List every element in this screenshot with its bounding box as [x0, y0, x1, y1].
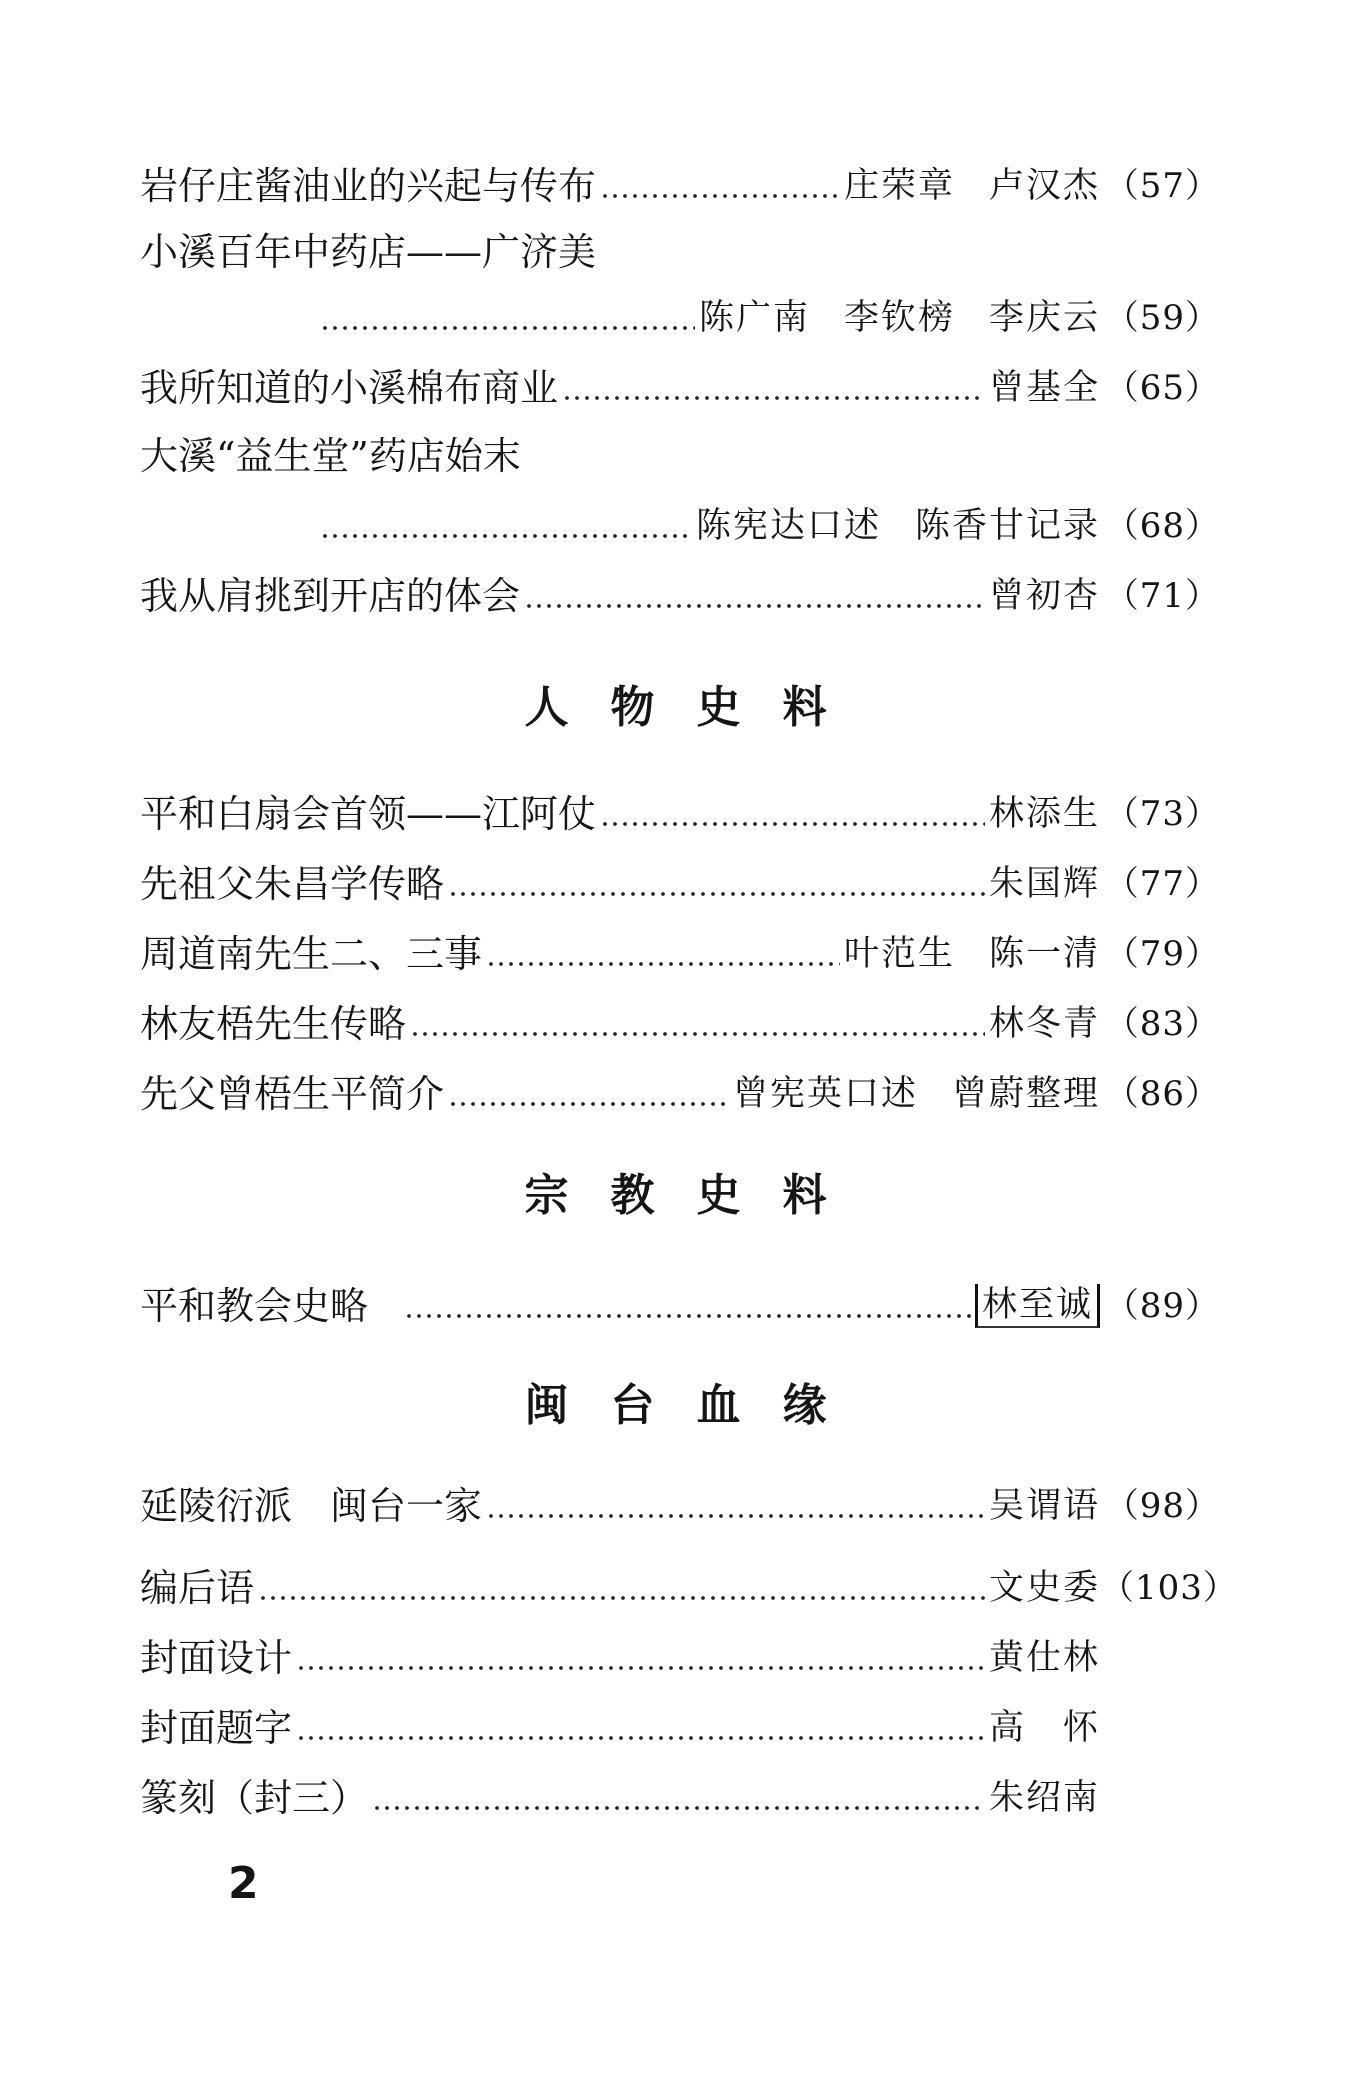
dot-leader	[404, 1290, 971, 1320]
dot-leader	[320, 302, 695, 332]
dot-leader	[600, 170, 840, 200]
toc-entry	[140, 788, 1220, 840]
dot-leader	[296, 1642, 985, 1672]
entry-title: 我所知道的小溪棉布商业	[140, 366, 559, 410]
entry-page: （65）	[1104, 368, 1220, 408]
entry-author: 文史委	[988, 1568, 1100, 1608]
toc-entry	[140, 160, 1220, 212]
author-name: 曾蔚整理	[951, 1074, 1100, 1114]
entry-author: 林冬青	[988, 1004, 1100, 1044]
entry-title: 延陵衍派 闽台一家	[140, 1484, 483, 1528]
entry-page: （86）	[1104, 1074, 1220, 1114]
entry-page: （71）	[1104, 576, 1220, 616]
entry-author	[844, 160, 1100, 212]
section-heading: 宗教史料	[524, 1170, 869, 1221]
entry-title: 平和白扇会首领——江阿仗	[140, 792, 597, 836]
toc-entry	[140, 1480, 1220, 1532]
toc-entry	[140, 858, 1220, 910]
entry-author	[844, 928, 1100, 980]
entry-author: 曾初杏	[988, 576, 1100, 616]
entry-page: （83）	[1104, 1004, 1220, 1044]
dot-leader	[320, 510, 692, 540]
toc-entry	[140, 1702, 1220, 1754]
toc-entry	[140, 1772, 1220, 1824]
toc-entry-author-line	[140, 500, 1220, 552]
entry-page: （68）	[1104, 506, 1220, 546]
toc-entry	[140, 362, 1220, 414]
dot-leader	[600, 798, 985, 828]
toc-entry	[140, 1068, 1220, 1120]
entry-author	[696, 500, 1100, 552]
dot-leader	[562, 372, 985, 402]
entry-author: 黄仕林	[988, 1638, 1100, 1678]
toc-entry	[140, 1562, 1238, 1614]
entry-page: （98）	[1104, 1486, 1220, 1526]
entry-title: 封面设计	[140, 1636, 293, 1680]
entry-page: （79）	[1104, 934, 1220, 974]
author-name: 陈香甘记录	[914, 506, 1100, 546]
author-name: 庄荣章	[843, 166, 955, 206]
toc-entry	[140, 1632, 1220, 1684]
entry-page: （57）	[1104, 166, 1220, 206]
entry-title: 编后语	[140, 1566, 255, 1610]
author-name: 李庆云	[988, 298, 1100, 338]
entry-title: 先祖父朱昌学传略	[140, 862, 445, 906]
author-name: 卢汉杰	[988, 166, 1100, 206]
toc-entry-title-line	[140, 430, 1220, 482]
entry-page: （103）	[1100, 1568, 1238, 1608]
page-number: 2	[228, 1858, 259, 1909]
author-name: 李钦榜	[843, 298, 955, 338]
entry-title: 平和教会史略	[140, 1284, 369, 1328]
entry-title: 先父曾梧生平简介	[140, 1072, 445, 1116]
toc-entry	[140, 928, 1220, 980]
entry-page: （73）	[1104, 794, 1220, 834]
dot-leader	[524, 580, 985, 610]
entry-author: 吴谓语	[988, 1486, 1100, 1526]
dot-leader	[486, 1490, 985, 1520]
dot-leader	[258, 1572, 985, 1602]
entry-page: （89）	[1104, 1286, 1220, 1326]
entry-author: 朱国辉	[988, 864, 1100, 904]
entry-title: 岩仔庄酱油业的兴起与传布	[140, 164, 597, 208]
dot-leader	[486, 938, 840, 968]
author-name: 叶范生	[843, 934, 955, 974]
dot-leader	[410, 1008, 985, 1038]
toc-entry-author-line	[140, 292, 1220, 344]
entry-author-boxed: 林至诚	[975, 1284, 1100, 1328]
section-heading: 闽台血缘	[524, 1380, 869, 1431]
entry-author: 高 怀	[988, 1708, 1100, 1748]
entry-page: （59）	[1104, 298, 1220, 338]
entry-author	[733, 1068, 1100, 1120]
section-heading: 人物史料	[524, 682, 869, 733]
toc-entry-title-line	[140, 226, 1220, 278]
dot-leader	[296, 1712, 985, 1742]
entry-author	[699, 292, 1100, 344]
entry-author: 林添生	[988, 794, 1100, 834]
toc-entry	[140, 570, 1220, 622]
dot-leader	[448, 1078, 729, 1108]
toc-entry	[140, 1280, 1220, 1332]
entry-title: 林友梧先生传略	[140, 1002, 407, 1046]
entry-author: 曾基全	[988, 368, 1100, 408]
entry-title: 大溪“益生堂”药店始末	[140, 434, 521, 478]
entry-author: 朱绍南	[988, 1778, 1100, 1818]
author-name: 陈广南	[698, 298, 810, 338]
entry-title: 周道南先生二、三事	[140, 932, 483, 976]
entry-page: （77）	[1104, 864, 1220, 904]
dot-leader	[372, 1782, 985, 1812]
entry-title: 小溪百年中药店——广济美	[140, 230, 597, 274]
entry-title: 篆刻（封三）	[140, 1776, 369, 1820]
author-name: 曾宪英口述	[732, 1074, 918, 1114]
author-name: 陈宪达口述	[695, 506, 881, 546]
entry-title: 封面题字	[140, 1706, 293, 1750]
entry-title: 我从肩挑到开店的体会	[140, 574, 521, 618]
dot-leader	[448, 868, 985, 898]
toc-entry	[140, 998, 1220, 1050]
author-name: 陈一清	[988, 934, 1100, 974]
